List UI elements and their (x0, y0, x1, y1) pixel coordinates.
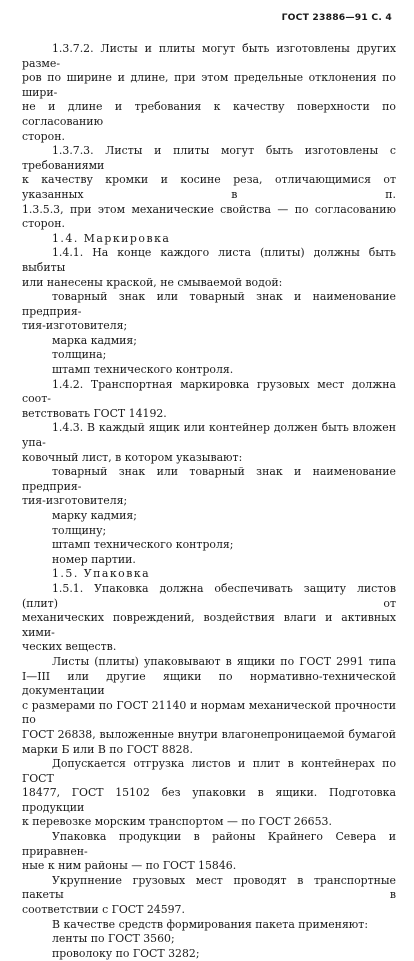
text-line: с размерами по ГОСТ 21140 и нормам механической прочности по (22, 698, 396, 727)
text-line: 1.5. Упаковка (52, 567, 151, 581)
text-line: к перевозке морским транспортом — по ГОСТ 26653. (22, 815, 332, 829)
text-line: 18477, ГОСТ 15102 без упаковки в ящики. Подготовка продукции (22, 786, 396, 814)
text-line: 1.4.1. На конце каждого листа (плиты) должны быть выбиты (22, 246, 396, 274)
text-line: тия-изготовителя; (22, 319, 128, 333)
text-line: товарный знак или товарный знак и наименование предприя- (22, 465, 396, 493)
text-line: ров по ширине и длине, при этом предельные отклонения по шири- (22, 71, 396, 99)
text-line: проволоку по ГОСТ 3282; (52, 946, 200, 960)
text-line: ветствовать ГОСТ 14192. (22, 406, 167, 420)
text-line: толщина; (52, 348, 107, 362)
text-line: 1.4. Маркировка (52, 231, 171, 245)
text-line: не и длине и требования к качеству поверхности по согласованию (22, 100, 396, 128)
text-line: или нанесены краской, не смываемой водой: (22, 275, 283, 289)
text-line: 1.5.1. Упаковка должна обеспечивать защиту листов (плит) от (22, 581, 396, 610)
text-line: механических повреждений, воздействия влаги и активных хими- (22, 611, 396, 639)
text-line: ческих веществ. (22, 640, 117, 654)
text-line: соответствии с ГОСТ 24597. (22, 903, 185, 917)
text-line: сторон. (22, 129, 65, 143)
text-line: ные к ним районы — по ГОСТ 15846. (22, 859, 237, 873)
text-line: 1.4.3. В каждый ящик или контейнер должен быть вложен упа- (22, 421, 396, 450)
text-line: 1.3.5.3, при этом механические свойства — по согласованию (22, 202, 396, 216)
text-line: номер партии. (52, 552, 136, 566)
text-line: ленты по ГОСТ 3560; (52, 932, 175, 946)
text-line: марки Б или В по ГОСТ 8828. (22, 742, 193, 756)
text-line: Листы (плиты) упаковывают в ящики по ГОСТ 2991 типа (52, 654, 396, 668)
text-line: I—III или другие ящики по нормативно-технической документации (22, 669, 396, 698)
text-line: сторон. (22, 217, 65, 231)
text-line: Укрупнение грузовых мест проводят в транспортные пакеты в (22, 873, 396, 902)
text-line: Допускается отгрузка листов и плит в контейнерах по ГОСТ (22, 757, 396, 785)
text-line: В качестве средств формирования пакета применяют: (52, 917, 368, 931)
text-line: 1.3.7.3. Листы и плиты могут быть изготовлены с требованиями (22, 144, 396, 172)
text-line: штамп технического контроля. (52, 363, 234, 377)
page-header: ГОСТ 23886—91 С. 4 (281, 12, 392, 23)
text-line: Упаковка продукции в районы Крайнего Севера и приравнен- (22, 830, 396, 858)
text-line: к качеству кромки и косине реза, отличающимися от указанных в п. (22, 173, 396, 201)
document-body (22, 42, 396, 961)
text-line: штамп технического контроля; (52, 538, 234, 552)
text-line: марка кадмия; (52, 333, 137, 347)
text-line: ГОСТ 26838, выложенные внутри влагонепроницаемой бумагой (22, 727, 396, 741)
text-line: 1.3.7.2. Листы и плиты могут быть изготовлены других разме- (22, 42, 396, 70)
text-line: тия-изготовителя; (22, 494, 128, 508)
text-line: толщину; (52, 523, 107, 537)
text-line: марку кадмия; (52, 509, 137, 522)
text-line: ковочный лист, в котором указывают: (22, 450, 243, 464)
text-line: товарный знак или товарный знак и наименование предприя- (22, 290, 396, 318)
text-line: 1.4.2. Транспортная маркировка грузовых мест должна соот- (22, 377, 396, 406)
